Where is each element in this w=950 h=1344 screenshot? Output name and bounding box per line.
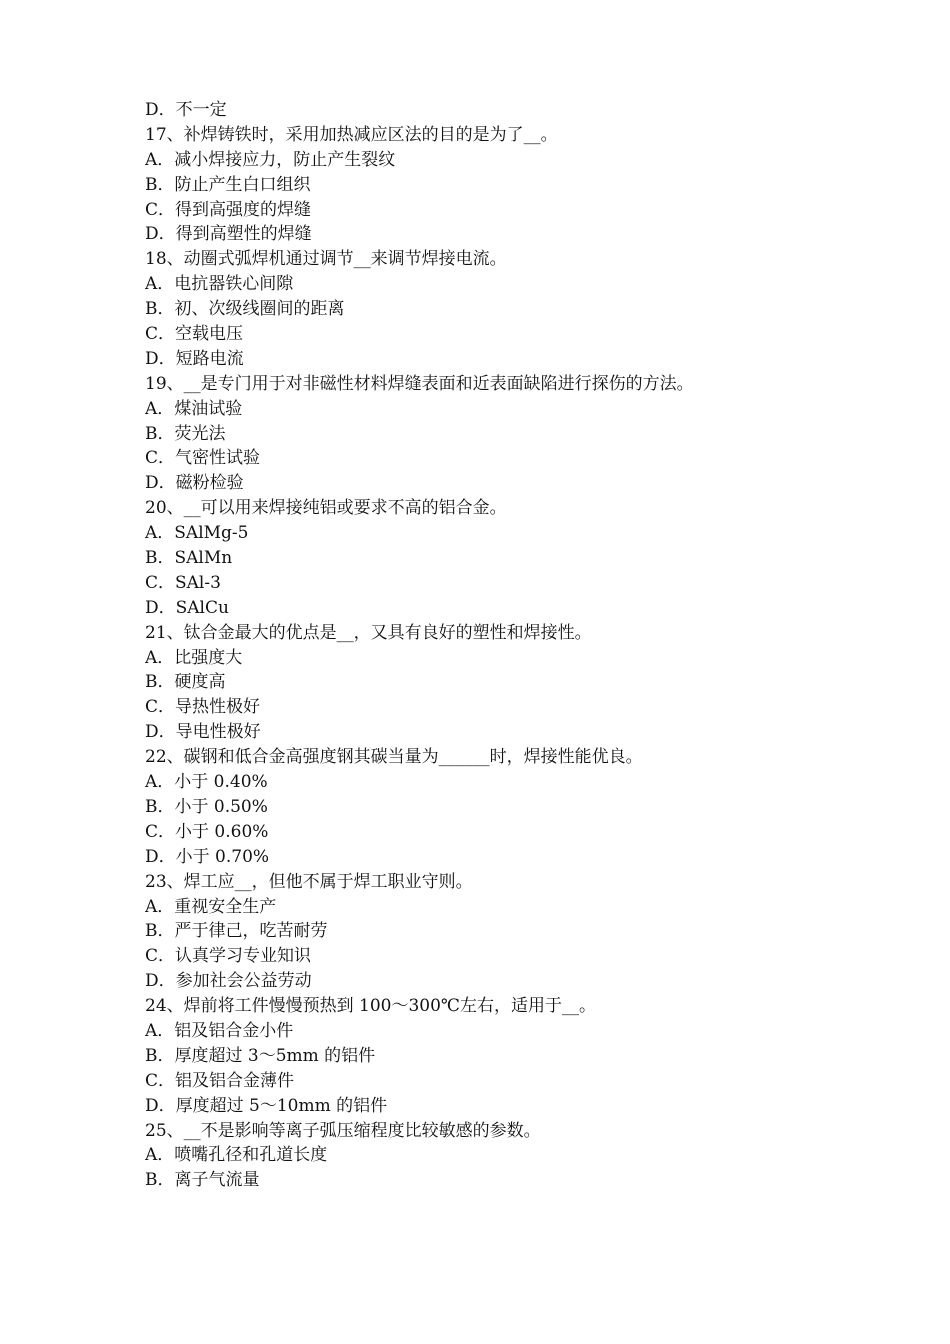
text-line: D．厚度超过 5～10mm 的铝件	[145, 1095, 388, 1116]
text-line: B．小于 0.50%	[145, 796, 268, 817]
text-line: D．SAlCu	[145, 597, 229, 618]
text-line: B．离子气流量	[145, 1170, 260, 1191]
text-line: B．SAlMn	[145, 548, 233, 569]
text-line: C．得到高强度的焊缝	[145, 199, 312, 220]
text-line: B．厚度超过 3～5mm 的铝件	[145, 1045, 376, 1066]
text-line: A．比强度大	[145, 647, 243, 668]
text-line: 23、焊工应__，但他不属于焊工职业守则。	[145, 871, 473, 892]
text-line: D．参加社会公益劳动	[145, 971, 312, 992]
text-line: B．荧光法	[145, 423, 226, 444]
text-line: 17、补焊铸铁时，采用加热减应区法的目的是为了__。	[145, 124, 558, 145]
text-line: 20、__可以用来焊接纯铝或要求不高的铝合金。	[145, 498, 507, 519]
text-line: 25、__不是影响等离子弧压缩程度比较敏感的参数。	[145, 1120, 541, 1141]
text-line: A．重视安全生产	[145, 896, 277, 917]
question-text-block	[145, 98, 865, 1193]
text-line: 19、__是专门用于对非磁性材料焊缝表面和近表面缺陷进行探伤的方法。	[145, 373, 694, 394]
text-line: A．煤油试验	[145, 398, 243, 419]
text-line: B．防止产生白口组织	[145, 174, 311, 195]
text-line: D．短路电流	[145, 348, 244, 369]
text-line: C．导热性极好	[145, 697, 261, 718]
text-line: A．铝及铝合金小件	[145, 1020, 294, 1041]
text-line: 24、焊前将工件慢慢预热到 100～300℃左右，适用于__。	[145, 996, 596, 1017]
text-line: A．减小焊接应力，防止产生裂纹	[145, 149, 396, 170]
text-line: C．SAl-3	[145, 572, 221, 593]
text-line: A．电抗器铁心间隙	[145, 274, 294, 295]
text-line: D．磁粉检验	[145, 473, 244, 494]
text-line: A．喷嘴孔径和孔道长度	[145, 1145, 328, 1166]
text-line: C．铝及铝合金薄件	[145, 1070, 295, 1091]
text-line: B．硬度高	[145, 672, 226, 693]
text-line: B．严于律己，吃苦耐劳	[145, 921, 328, 942]
text-line: A．SAlMg-5	[145, 523, 249, 544]
text-line: D．得到高塑性的焊缝	[145, 224, 312, 245]
text-line: C．空载电压	[145, 324, 244, 345]
text-line: D．不一定	[145, 100, 227, 120]
text-line: 21、钛合金最大的优点是__，又具有良好的塑性和焊接性。	[145, 622, 592, 643]
text-line: D．导电性极好	[145, 722, 261, 743]
text-line: C．小于 0.60%	[145, 821, 269, 842]
text-line: C．认真学习专业知识	[145, 946, 312, 967]
text-line: B．初、次级线圈间的距离	[145, 299, 345, 320]
text-line: D．小于 0.70%	[145, 846, 270, 867]
text-line: 22、碳钢和低合金高强度钢其碳当量为______时，焊接性能优良。	[145, 747, 643, 768]
text-line: A．小于 0.40%	[145, 772, 268, 793]
text-line: 18、动圈式弧焊机通过调节__来调节焊接电流。	[145, 249, 507, 270]
text-line: C．气密性试验	[145, 448, 261, 469]
